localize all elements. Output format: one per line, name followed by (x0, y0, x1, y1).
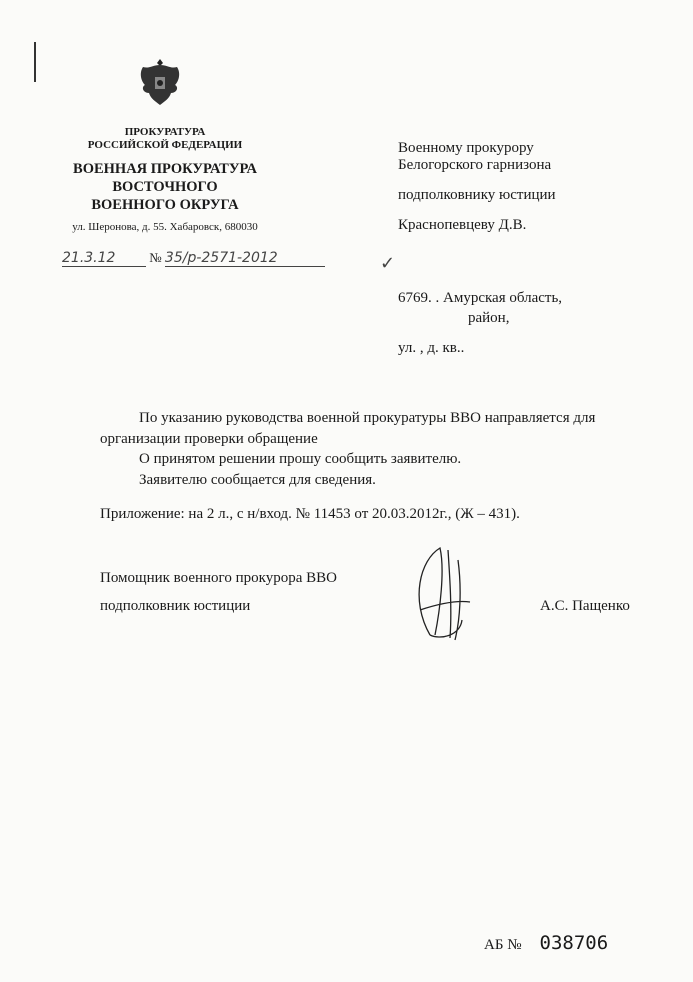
recipient-line-4: Краснопевцеву Д.В. (398, 217, 527, 233)
address-line-1: 6769. . Амурская область, (398, 290, 563, 306)
dept-line-3: ВОЕННОГО ОКРУГА (91, 197, 239, 213)
handwritten-number: 35/р-2571-2012 (165, 250, 325, 267)
signer-position-2: подполковник юстиции (100, 598, 251, 614)
org-line-1: ПРОКУРАТУРА (124, 126, 206, 138)
body-paragraph-1b: организации проверки обращение (100, 430, 318, 447)
recipient-address (398, 288, 562, 358)
signer-name: А.С. Пащенко (540, 598, 630, 614)
number-sign: № (149, 250, 162, 265)
org-line-2: РОССИЙСКОЙ ФЕДЕРАЦИИ (87, 139, 243, 151)
outgoing-reference (62, 250, 325, 267)
recipient-line-3: подполковнику юстиции (398, 187, 556, 203)
signer-position-1: Помощник военного прокурора ВВО (100, 570, 337, 586)
handwritten-date: 21.3.12 (62, 250, 146, 267)
serial-number (484, 932, 608, 954)
attachment-line: Приложение: на 2 л., с н/вход. № 11453 от 20.03.2012г., (Ж – 431). (100, 506, 520, 522)
letterhead (50, 126, 280, 234)
recipient-line-2: Белогорского гарнизона (398, 157, 552, 173)
address-line-2 (398, 308, 562, 328)
dept-line-1: ВОЕННАЯ ПРОКУРАТУРА (73, 161, 257, 177)
letter-body (100, 408, 595, 525)
serial-prefix: АБ № (484, 937, 522, 953)
handwritten-signature (400, 540, 480, 650)
body-paragraph-3: Заявителю сообщается для сведения. (139, 471, 376, 488)
margin-mark (34, 42, 36, 82)
letterhead-address: ул. Шеронова, д. 55. Хабаровск, 680030 (72, 221, 258, 233)
recipient-block (398, 140, 556, 234)
body-paragraph-1a: По указанию руководства военной прокуратуры ВВО направляется для (139, 410, 596, 426)
dept-line-2: ВОСТОЧНОГО (112, 179, 218, 195)
body-paragraph-2: О принятом решении прошу сообщить заявителю. (139, 451, 462, 467)
recipient-line-1: Военному прокурору (398, 140, 534, 156)
address-line-3: ул. , д. кв.. (398, 340, 465, 356)
serial-value: 038706 (539, 932, 609, 954)
coat-of-arms-emblem (135, 55, 185, 110)
address-line-2-text: район, (468, 310, 510, 326)
check-mark: ✓ (380, 253, 396, 274)
